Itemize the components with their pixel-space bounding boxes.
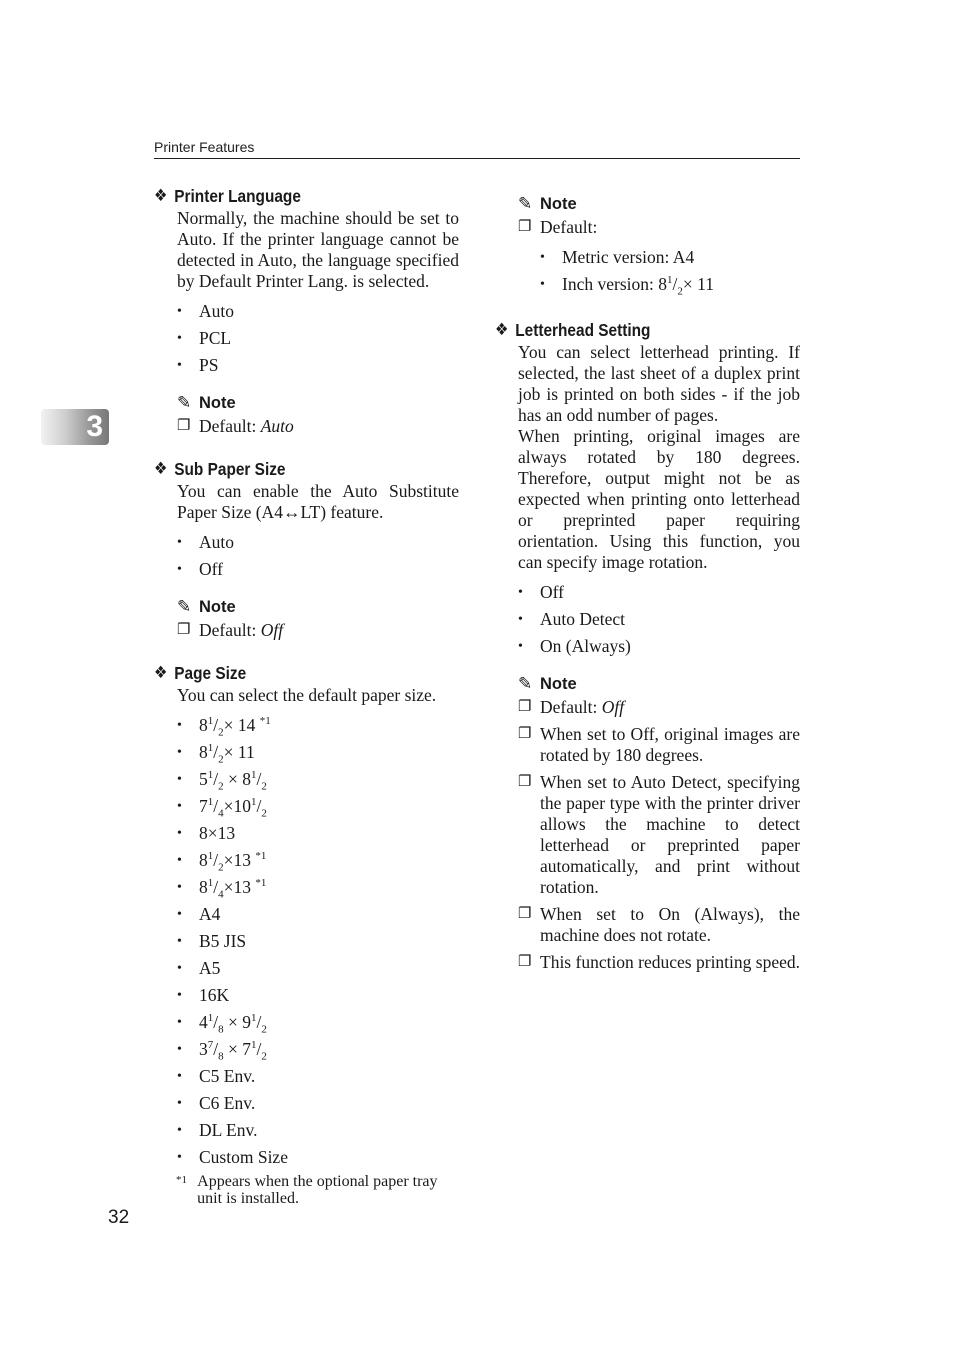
section-heading-letterhead-setting bbox=[495, 318, 763, 342]
list-item bbox=[177, 982, 459, 1009]
bullet-icon: • bbox=[177, 1042, 182, 1057]
note-item bbox=[177, 416, 459, 437]
bullet-icon: • bbox=[177, 961, 182, 976]
note-heading bbox=[177, 595, 459, 619]
bullet-icon: • bbox=[177, 745, 182, 760]
bullet-icon: • bbox=[177, 358, 182, 373]
list-item-text: A4 bbox=[199, 904, 221, 924]
list-item-text: Off bbox=[540, 582, 564, 602]
running-header: Printer Features bbox=[154, 139, 255, 155]
note-default-value: Off bbox=[260, 620, 284, 640]
list-item bbox=[177, 847, 459, 874]
bullet-icon: • bbox=[177, 1015, 182, 1030]
footnote-text: Appears when the optional paper tray unit is installed. bbox=[197, 1173, 438, 1207]
list-item-text: On (Always) bbox=[540, 636, 631, 656]
bullet-icon: • bbox=[177, 853, 182, 868]
pencil-note-icon: ✎ bbox=[177, 597, 192, 616]
bullet-icon: • bbox=[177, 1096, 182, 1111]
list-item bbox=[177, 874, 459, 901]
note-item bbox=[518, 697, 800, 718]
list-item bbox=[177, 901, 459, 928]
list-item bbox=[177, 793, 459, 820]
list-item-text: Auto bbox=[199, 301, 234, 321]
bullet-icon: • bbox=[518, 612, 523, 627]
list-item-text: $3^7/_8 \times 7^1/_2$ bbox=[199, 1039, 267, 1063]
pencil-note-icon: ✎ bbox=[518, 194, 533, 213]
bullet-icon: • bbox=[177, 934, 182, 949]
bullet-icon: • bbox=[177, 907, 182, 922]
note-default-prefix: Default: bbox=[540, 697, 602, 717]
list-item bbox=[177, 325, 459, 352]
bullet-icon: • bbox=[177, 1150, 182, 1165]
bullet-icon: • bbox=[177, 799, 182, 814]
note-heading bbox=[177, 391, 459, 415]
bullet-icon: • bbox=[177, 331, 182, 346]
bullet-icon: • bbox=[518, 639, 523, 654]
list-item-text: Off bbox=[199, 559, 223, 579]
note-text: When set to On (Always), the machine does not rotate. bbox=[540, 904, 800, 945]
bullet-icon: • bbox=[177, 826, 182, 841]
list-item-text: A5 bbox=[199, 958, 221, 978]
checkbox-icon: ❐ bbox=[518, 726, 532, 742]
list-item-text: C5 Env. bbox=[199, 1066, 256, 1086]
note-default-prefix: Default: bbox=[199, 416, 261, 436]
right-column bbox=[495, 192, 800, 973]
list-item bbox=[177, 712, 459, 739]
note-item bbox=[518, 952, 800, 973]
list-item-text: $4^1/_8 \times 9^1/_2$ bbox=[199, 1012, 267, 1036]
list-item-text: PS bbox=[199, 355, 219, 375]
paper-size-list bbox=[177, 712, 459, 1171]
list-item bbox=[177, 766, 459, 793]
diamond-icon: ❖ bbox=[154, 663, 168, 682]
list-item-text: Auto Detect bbox=[540, 609, 626, 629]
list-item-text: Auto bbox=[199, 532, 234, 552]
left-column bbox=[154, 184, 459, 1207]
list-item bbox=[177, 1063, 459, 1090]
note-text: When set to Off, original images are rotated by 180 degrees. bbox=[540, 724, 800, 765]
inch-suffix: × 11 bbox=[682, 274, 714, 294]
list-item bbox=[177, 739, 459, 766]
note-item bbox=[518, 724, 800, 766]
list-item-text: Metric version: A4 bbox=[562, 247, 695, 267]
note-text: This function reduces printing speed. bbox=[540, 952, 801, 972]
list-item-text: $5^1/_2 \times 8^1/_2$ bbox=[199, 769, 267, 793]
note-label: Note bbox=[540, 195, 577, 213]
chapter-number: 3 bbox=[86, 410, 103, 443]
list-item-text: PCL bbox=[199, 328, 232, 348]
list-item bbox=[177, 820, 459, 847]
note-default-value: Auto bbox=[260, 416, 294, 436]
list-item bbox=[177, 352, 459, 379]
diamond-icon: ❖ bbox=[154, 186, 168, 205]
note-item bbox=[177, 620, 459, 641]
list-item-text: $8^1/_4\times 13$ $^{*1}$ bbox=[199, 877, 267, 901]
list-item-text: Custom Size bbox=[199, 1147, 288, 1167]
note-item bbox=[518, 217, 800, 238]
bullet-icon: • bbox=[177, 772, 182, 787]
bullet-icon: • bbox=[177, 1069, 182, 1084]
section-title: Printer Language bbox=[174, 186, 301, 206]
header-rule bbox=[154, 158, 800, 159]
bullet-icon: • bbox=[177, 562, 182, 577]
note-default-value: Off bbox=[601, 697, 625, 717]
section-title: Sub Paper Size bbox=[174, 459, 286, 479]
list-item bbox=[540, 244, 800, 271]
checkbox-icon: ❐ bbox=[177, 622, 191, 638]
checkbox-icon: ❐ bbox=[518, 219, 532, 235]
bullet-icon: • bbox=[177, 988, 182, 1003]
page-number: 32 bbox=[108, 1207, 130, 1228]
list-item-text: C6 Env. bbox=[199, 1093, 256, 1113]
checkbox-icon: ❐ bbox=[177, 418, 191, 434]
checkbox-icon: ❐ bbox=[518, 954, 532, 970]
list-item bbox=[177, 529, 459, 556]
section-heading-printer-language bbox=[154, 184, 422, 208]
list-item bbox=[177, 1036, 459, 1063]
checkbox-icon: ❐ bbox=[518, 699, 532, 715]
list-item-text: $7^1/_4\times 10^1/_2$ bbox=[199, 796, 267, 820]
diamond-icon: ❖ bbox=[154, 459, 168, 478]
checkbox-icon: ❐ bbox=[518, 906, 532, 922]
chapter-tab bbox=[41, 409, 109, 445]
list-item bbox=[177, 1090, 459, 1117]
list-item-text: $8^1/_2\times 13$ $^{*1}$ bbox=[199, 850, 267, 874]
bullet-icon: • bbox=[518, 585, 523, 600]
section-body-2: When printing, original images are always rotated by 180 degrees. Therefore, output might not be as expected when printing onto letterhead or preprinted paper requiring orientation. Using this function, you can specify image rotation. bbox=[518, 426, 800, 572]
bullet-icon: • bbox=[540, 277, 545, 292]
list-item bbox=[518, 633, 800, 660]
option-list bbox=[177, 298, 459, 379]
note-default-prefix: Default: bbox=[199, 620, 261, 640]
list-item-text: B5 JIS bbox=[199, 931, 247, 951]
list-item-text: DL Env. bbox=[199, 1120, 258, 1140]
note-text: When set to Auto Detect, specifying the paper type with the printer driver allows the machine to detect letterhead or preprinted paper automatically, and print without rotation. bbox=[540, 772, 800, 897]
footnote-mark: *1 bbox=[176, 1174, 187, 1186]
list-item bbox=[518, 579, 800, 606]
list-item bbox=[177, 1009, 459, 1036]
list-item-text: $8^1/_2\times 11$ bbox=[199, 742, 255, 766]
note-label: Note bbox=[540, 675, 577, 693]
list-item bbox=[177, 928, 459, 955]
note-heading bbox=[518, 192, 800, 216]
option-list bbox=[518, 579, 800, 660]
bullet-icon: • bbox=[177, 535, 182, 550]
bullet-icon: • bbox=[177, 718, 182, 733]
checkbox-icon: ❐ bbox=[518, 774, 532, 790]
section-heading-page-size bbox=[154, 661, 422, 685]
list-item bbox=[540, 271, 800, 298]
note-item bbox=[518, 904, 800, 946]
bullet-icon: • bbox=[177, 304, 182, 319]
list-item-text: 16K bbox=[199, 985, 230, 1005]
section-body: You can select the default paper size. bbox=[177, 685, 437, 705]
section-heading-sub-paper-size bbox=[154, 457, 422, 481]
list-item bbox=[518, 606, 800, 633]
diamond-icon: ❖ bbox=[495, 320, 509, 339]
section-title: Letterhead Setting bbox=[515, 320, 651, 340]
bullet-icon: • bbox=[540, 250, 545, 265]
pencil-note-icon: ✎ bbox=[177, 393, 192, 412]
default-size-list bbox=[540, 244, 800, 298]
list-item-text: 8×13 bbox=[199, 823, 236, 843]
option-list bbox=[177, 529, 459, 583]
note-item bbox=[518, 772, 800, 898]
note-default-label: Default: bbox=[540, 217, 598, 237]
footnote bbox=[176, 1173, 459, 1207]
section-body: Normally, the machine should be set to Auto. If the printer language cannot be detected in Auto, the language specified by Default Printer Lang. is selected. bbox=[177, 208, 459, 291]
list-item bbox=[177, 556, 459, 583]
inch-prefix: Inch version: 8 bbox=[562, 274, 667, 294]
list-item bbox=[177, 1144, 459, 1171]
section-body: You can enable the Auto Substitute Paper Size (A4↔LT) feature. bbox=[177, 481, 459, 522]
section-body: You can select letterhead printing. If selected, the last sheet of a duplex print job is printed on both sides - if the job has an odd number of pages. bbox=[518, 342, 800, 425]
note-label: Note bbox=[199, 598, 236, 616]
list-item bbox=[177, 955, 459, 982]
note-label: Note bbox=[199, 394, 236, 412]
section-title: Page Size bbox=[174, 663, 247, 683]
pencil-note-icon: ✎ bbox=[518, 674, 533, 693]
list-item bbox=[177, 1117, 459, 1144]
list-item-text: Inch version: $8^1/_2\times 11$ bbox=[562, 274, 714, 298]
list-item-text: $8^1/_2\times 14$ $^{*1}$ bbox=[199, 715, 271, 739]
note-heading bbox=[518, 672, 800, 696]
bullet-icon: • bbox=[177, 880, 182, 895]
list-item bbox=[177, 298, 459, 325]
bullet-icon: • bbox=[177, 1123, 182, 1138]
